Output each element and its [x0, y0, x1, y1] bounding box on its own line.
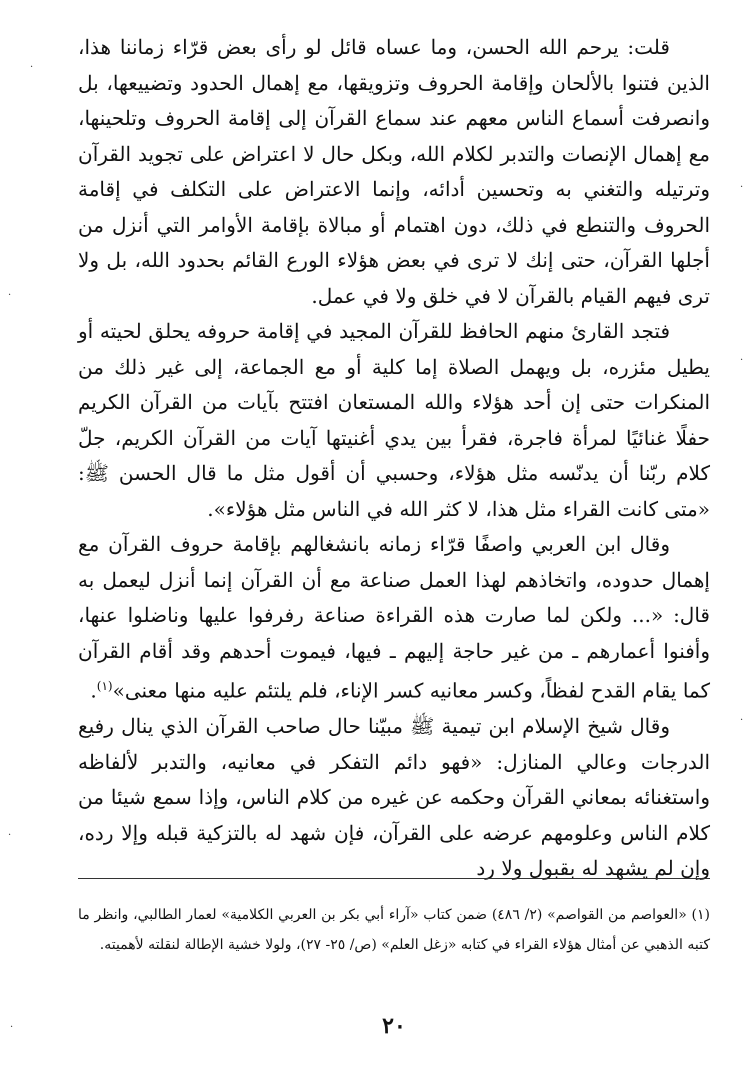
margin-mark: ·: [740, 182, 744, 193]
footnote: (١) «العواصم من القواصم» (٢/ ٤٨٦) ضمن كتاب «آراء أبي بكر بن العربي الكلامية» لعمار الطالبي، وانظر ما كتبه الذهبي عن أمثال هؤلاء القراء في كتابه «زغل العلم» (ص/ ٢٥- ٢٧)، ولولا خشية الإطالة لنقلته لأهميته.: [78, 907, 710, 953]
page-number: ٢٠: [382, 1013, 406, 1039]
footnote-divider: [78, 878, 710, 879]
margin-mark: ·: [740, 715, 744, 726]
paragraph-3-text: وقال ابن العربي واصفًا قرّاء زمانه بانشغالهم بإقامة حروف القرآن مع إهمال حدوده، واتخاذهم لهذا العمل صناعة مع أن القرآن إنما أنزل ليعمل به قال: «... ولكن لما صارت هذه القراءة صناعة رفرفوا عليها وناضلوا عنها، وأفنوا أعمارهم ـ من غير حاجة إليهم ـ فيها، فيموت أحدهم وقد أقام القرآن كما يقام القدح لفظاً، وكسر معانيه كسر الإناء، فلم يلتئم عليه منها معنى»: [78, 532, 711, 703]
document-page: [78, 30, 710, 1040]
margin-mark: ·: [740, 355, 744, 366]
paragraph-2: فتجد القارئ منهم الحافظ للقرآن المجيد في إقامة حروفه يحلق لحيته أو يطيل مئزره، بل ويهمل الصلاة إما كلية أو مع الجماعة، إلى غير ذلك من المنكرات حتى إن أحد هؤلاء والله المستعان افتتح بآيات من القرآن الكريم حفلًا غنائيًا لمرأة فاجرة، فقرأ بين يدي أغنيتها آيات من القرآن الكريم، جلّ كلام ربّنا أن يدنّسه مثل هؤلاء، وحسبي أن أقول مثل ما قال الحسن ﷺ: «متى كانت القراء مثل هذا، لا كثر الله في الناس مثل هؤلاء».: [78, 319, 710, 521]
paragraph-1: قلت: يرحم الله الحسن، وما عساه قائل لو رأى بعض قرّاء زماننا هذا، الذين فتنوا بالألحان وإقامة الحروف وتزويقها، مع إهمال الحدود وتضييعها، بل وانصرفت أسماع الناس معهم عند سماع القرآن إلى إقامة الحروف وتلحينها، مع إهمال الإنصات والتدبر لكلام الله، وبكل حال لا اعتراض على تجويد القرآن وترتيله والتغني به وتحسين أدائه، وإنما الاعتراض على التكلف في إقامة الحروف والتنطع في ذلك، دون اهتمام أو مبالاة بإقامة الأوامر التي أنزل من أجلها القرآن، حتى إنك لا ترى في بعض هؤلاء الورع القائم بحدود الله، بل ولا ترى فيهم القيام بالقرآن لا في خلق ولا في عمل.: [78, 35, 711, 308]
paragraph-4: وقال شيخ الإسلام ابن تيمية ﷺ مبيّنا حال صاحب القرآن الذي ينال رفيع الدرجات وعالي المنازل: «فهو دائم التفكر في معانيه، والتدبر لألفاظه واستغنائه بمعاني القرآن وحكمه عن غيره من كلام الناس، وإذا سمع شيئا من كلام الناس وعلومهم عرضه على القرآن، فإن شهد له بالتزكية قبله وإلا رده، وإن لم يشهد له بقبول ولا رد: [78, 714, 710, 881]
margin-mark: ·: [30, 62, 34, 73]
margin-mark: ·: [8, 830, 12, 841]
paragraph-3: وقال ابن العربي واصفًا قرّاء زمانه بانشغالهم بإقامة حروف القرآن مع إهمال حدوده، واتخاذهم لهذا العمل صناعة مع أن القرآن إنما أنزل ليعمل به قال: «... ولكن لما صارت هذه القراءة صناعة رفرفوا عليها وناضلوا عنها، وأفنوا أعمارهم ـ من غير حاجة إليهم ـ فيها، فيموت أحدهم وقد أقام القرآن كما يقام القدح لفظاً، وكسر معانيه كسر الإناء، فلم يلتئم عليه منها معنى»$^{(١)}$.: [78, 532, 711, 703]
footnote-reference[interactable]: (١): [96, 679, 113, 693]
margin-mark: ·: [10, 1022, 14, 1033]
margin-mark: ·: [8, 290, 12, 301]
body-text: [78, 30, 710, 887]
